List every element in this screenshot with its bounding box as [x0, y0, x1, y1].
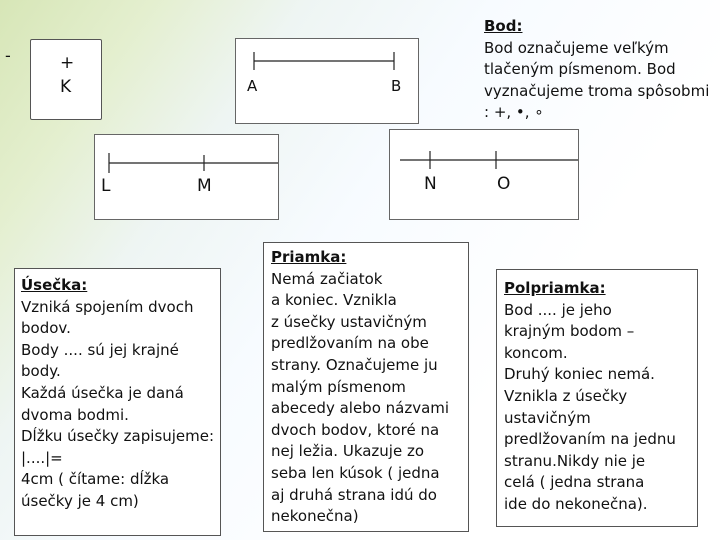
line-no-box — [389, 129, 579, 220]
usecka-title: Úsečka: — [21, 276, 88, 294]
polpriamka-title: Polpriamka: — [504, 279, 606, 297]
point-k-label: K — [60, 77, 72, 97]
priamka-text: Nemá začiatok a koniec. Vznikla z úsečky ustavičným predlžovaním na obe strany. Označujeme ju malým písmenom abecedy alebo názvami dvoch bodov, ktoré na nej ležia. Ukazuje zo seba len kúsok ( jedna aj druhá strana idú do nekonečna) — [271, 269, 450, 526]
ray-label-m: M — [197, 176, 212, 196]
ray-lm-line — [95, 135, 280, 175]
point-cross-symbol: + — [60, 53, 75, 73]
bod-text: Bod označujeme veľkým tlačeným písmenom. Bod vyznačujeme troma spôsobmi : +, •, ∘ — [484, 38, 710, 122]
bod-title: Bod: — [484, 17, 523, 35]
segment-ab-box — [235, 38, 419, 124]
segment-label-b: B — [391, 77, 402, 95]
point-k-box — [30, 39, 102, 120]
line-label-n: N — [424, 174, 437, 194]
priamka-box — [263, 242, 469, 532]
segment-label-a: A — [247, 77, 258, 95]
line-no-line — [390, 130, 580, 170]
usecka-box — [14, 268, 221, 536]
bod-section — [484, 16, 714, 124]
polpriamka-box — [496, 269, 698, 527]
ray-label-l: L — [101, 176, 111, 196]
usecka-text: Vzniká spojením dvoch bodov. Body .... sú jej krajné body. Každá úsečka je daná dvoma bodmi. Dĺžku úsečky zapisujeme: |....|= 4cm ( čítame: dĺžka úsečky je 4 cm) — [21, 297, 215, 510]
ray-lm-box — [94, 134, 279, 220]
corner-mark: - — [5, 46, 11, 65]
segment-ab-line — [236, 39, 420, 79]
line-label-o: O — [497, 174, 511, 194]
polpriamka-text: Bod .... je jeho krajným bodom – koncom. Druhý koniec nemá. Vznikla z úsečky ustavičným predlžovaním na jednu stranu.Nikdy nie je celá ( jedna strana ide do nekonečna). — [504, 300, 676, 513]
priamka-title: Priamka: — [271, 248, 347, 266]
